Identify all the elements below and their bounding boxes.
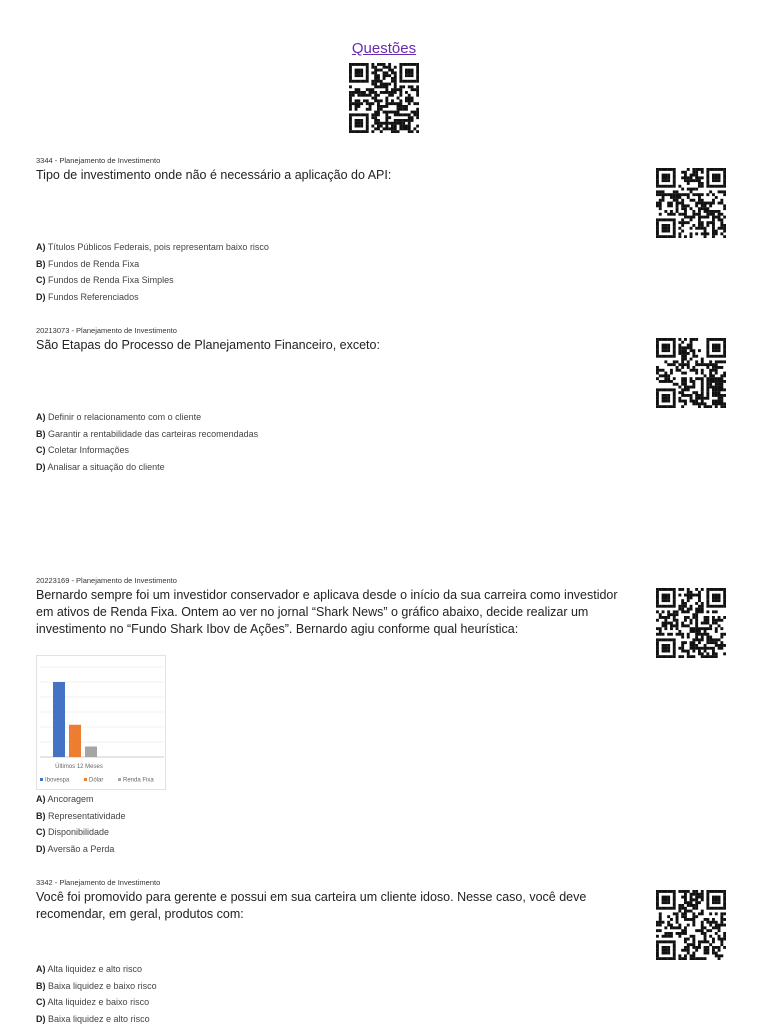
option-text: Definir o relacionamento com o cliente	[48, 412, 201, 422]
option-b[interactable]	[36, 426, 636, 443]
option-d[interactable]	[36, 1011, 636, 1027]
question-meta: 3344 - Planejamento de Investimento	[36, 156, 636, 166]
question-text: São Etapas do Processo de Planejamento Financeiro, exceto:	[36, 337, 636, 354]
legend-swatch	[84, 778, 87, 781]
option-letter: C)	[36, 445, 46, 455]
option-c[interactable]	[36, 994, 636, 1011]
legend-label: Renda Fixa	[123, 778, 154, 784]
chart-bar-renda-fixa	[85, 747, 97, 758]
chart-category-label: Últimos 12 Meses	[55, 763, 103, 770]
option-text: Fundos de Renda Fixa	[48, 259, 139, 269]
chart-svg	[36, 655, 166, 790]
option-letter: D)	[36, 844, 46, 854]
legend-label: Ibovespa	[45, 778, 70, 784]
option-text: Alta liquidez e alto risco	[48, 964, 143, 974]
option-a[interactable]	[36, 791, 636, 808]
option-text: Coletar Informações	[48, 445, 129, 455]
option-a[interactable]	[36, 961, 636, 978]
option-d[interactable]	[36, 459, 636, 476]
question-4	[36, 878, 636, 923]
qr-code-icon	[656, 168, 726, 238]
question-meta: 20213073 - Planejamento de Investimento	[36, 326, 636, 336]
option-text: Baixa liquidez e alto risco	[48, 1014, 150, 1024]
option-letter: D)	[36, 1014, 46, 1024]
option-d[interactable]	[36, 289, 636, 306]
option-letter: A)	[36, 794, 46, 804]
question-2	[36, 326, 636, 354]
option-d[interactable]	[36, 841, 636, 858]
option-text: Ancoragem	[48, 794, 94, 804]
option-a[interactable]	[36, 409, 636, 426]
option-text: Alta liquidez e baixo risco	[48, 997, 150, 1007]
option-c[interactable]	[36, 824, 636, 841]
qr-code-icon	[656, 890, 726, 960]
page-title[interactable]: Questões	[0, 40, 768, 57]
option-text: Analisar a situação do cliente	[48, 462, 165, 472]
option-text: Fundos Referenciados	[48, 292, 139, 302]
question-text: Você foi promovido para gerente e possui em sua carteira um cliente idoso. Nesse caso, você deve recomendar, em geral, produtos com:	[36, 889, 636, 923]
option-b[interactable]	[36, 808, 636, 825]
option-text: Disponibilidade	[48, 827, 109, 837]
question-3	[36, 576, 636, 638]
option-b[interactable]	[36, 978, 636, 995]
options-list	[36, 409, 636, 475]
option-letter: B)	[36, 981, 46, 991]
option-letter: B)	[36, 429, 46, 439]
legend-swatch	[118, 778, 121, 781]
option-letter: A)	[36, 964, 46, 974]
option-text: Títulos Públicos Federais, pois representam baixo risco	[48, 242, 269, 252]
question-meta: 20223169 - Planejamento de Investimento	[36, 576, 636, 586]
option-text: Baixa liquidez e baixo risco	[48, 981, 157, 991]
option-letter: B)	[36, 259, 46, 269]
option-letter: A)	[36, 412, 46, 422]
bar-chart	[36, 655, 166, 790]
option-text: Representatividade	[48, 811, 126, 821]
option-letter: D)	[36, 462, 46, 472]
chart-bar-d-lar	[69, 725, 81, 757]
option-b[interactable]	[36, 256, 636, 273]
option-letter: C)	[36, 997, 46, 1007]
qr-code-icon	[656, 588, 726, 658]
option-text: Fundos de Renda Fixa Simples	[48, 275, 174, 285]
option-letter: D)	[36, 292, 46, 302]
option-a[interactable]	[36, 239, 636, 256]
option-text: Aversão a Perda	[48, 844, 115, 854]
option-text: Garantir a rentabilidade das carteiras recomendadas	[48, 429, 258, 439]
chart-bar-ibovespa	[53, 682, 65, 757]
qr-code-icon	[656, 338, 726, 408]
options-list	[36, 239, 636, 305]
question-1	[36, 156, 636, 184]
qr-code-icon	[349, 63, 419, 133]
option-letter: A)	[36, 242, 46, 252]
legend-label: Dólar	[89, 778, 103, 784]
question-text: Bernardo sempre foi um investidor conservador e aplicava desde o início da sua carreira como investidor em ativos de Renda Fixa. Ontem ao ver no jornal “Shark News” o gráfico abaixo, decide realizar um investimento no “Fundo Shark Ibov de Ações”. Bernardo agiu conforme qual heurística:	[36, 587, 636, 638]
option-c[interactable]	[36, 272, 636, 289]
option-letter: C)	[36, 275, 46, 285]
option-c[interactable]	[36, 442, 636, 459]
option-letter: B)	[36, 811, 46, 821]
question-meta: 3342 - Planejamento de Investimento	[36, 878, 636, 888]
options-list	[36, 961, 636, 1027]
legend-swatch	[40, 778, 43, 781]
options-list	[36, 791, 636, 857]
option-letter: C)	[36, 827, 46, 837]
chart-legend	[40, 778, 154, 784]
question-text: Tipo de investimento onde não é necessário a aplicação do API:	[36, 167, 636, 184]
